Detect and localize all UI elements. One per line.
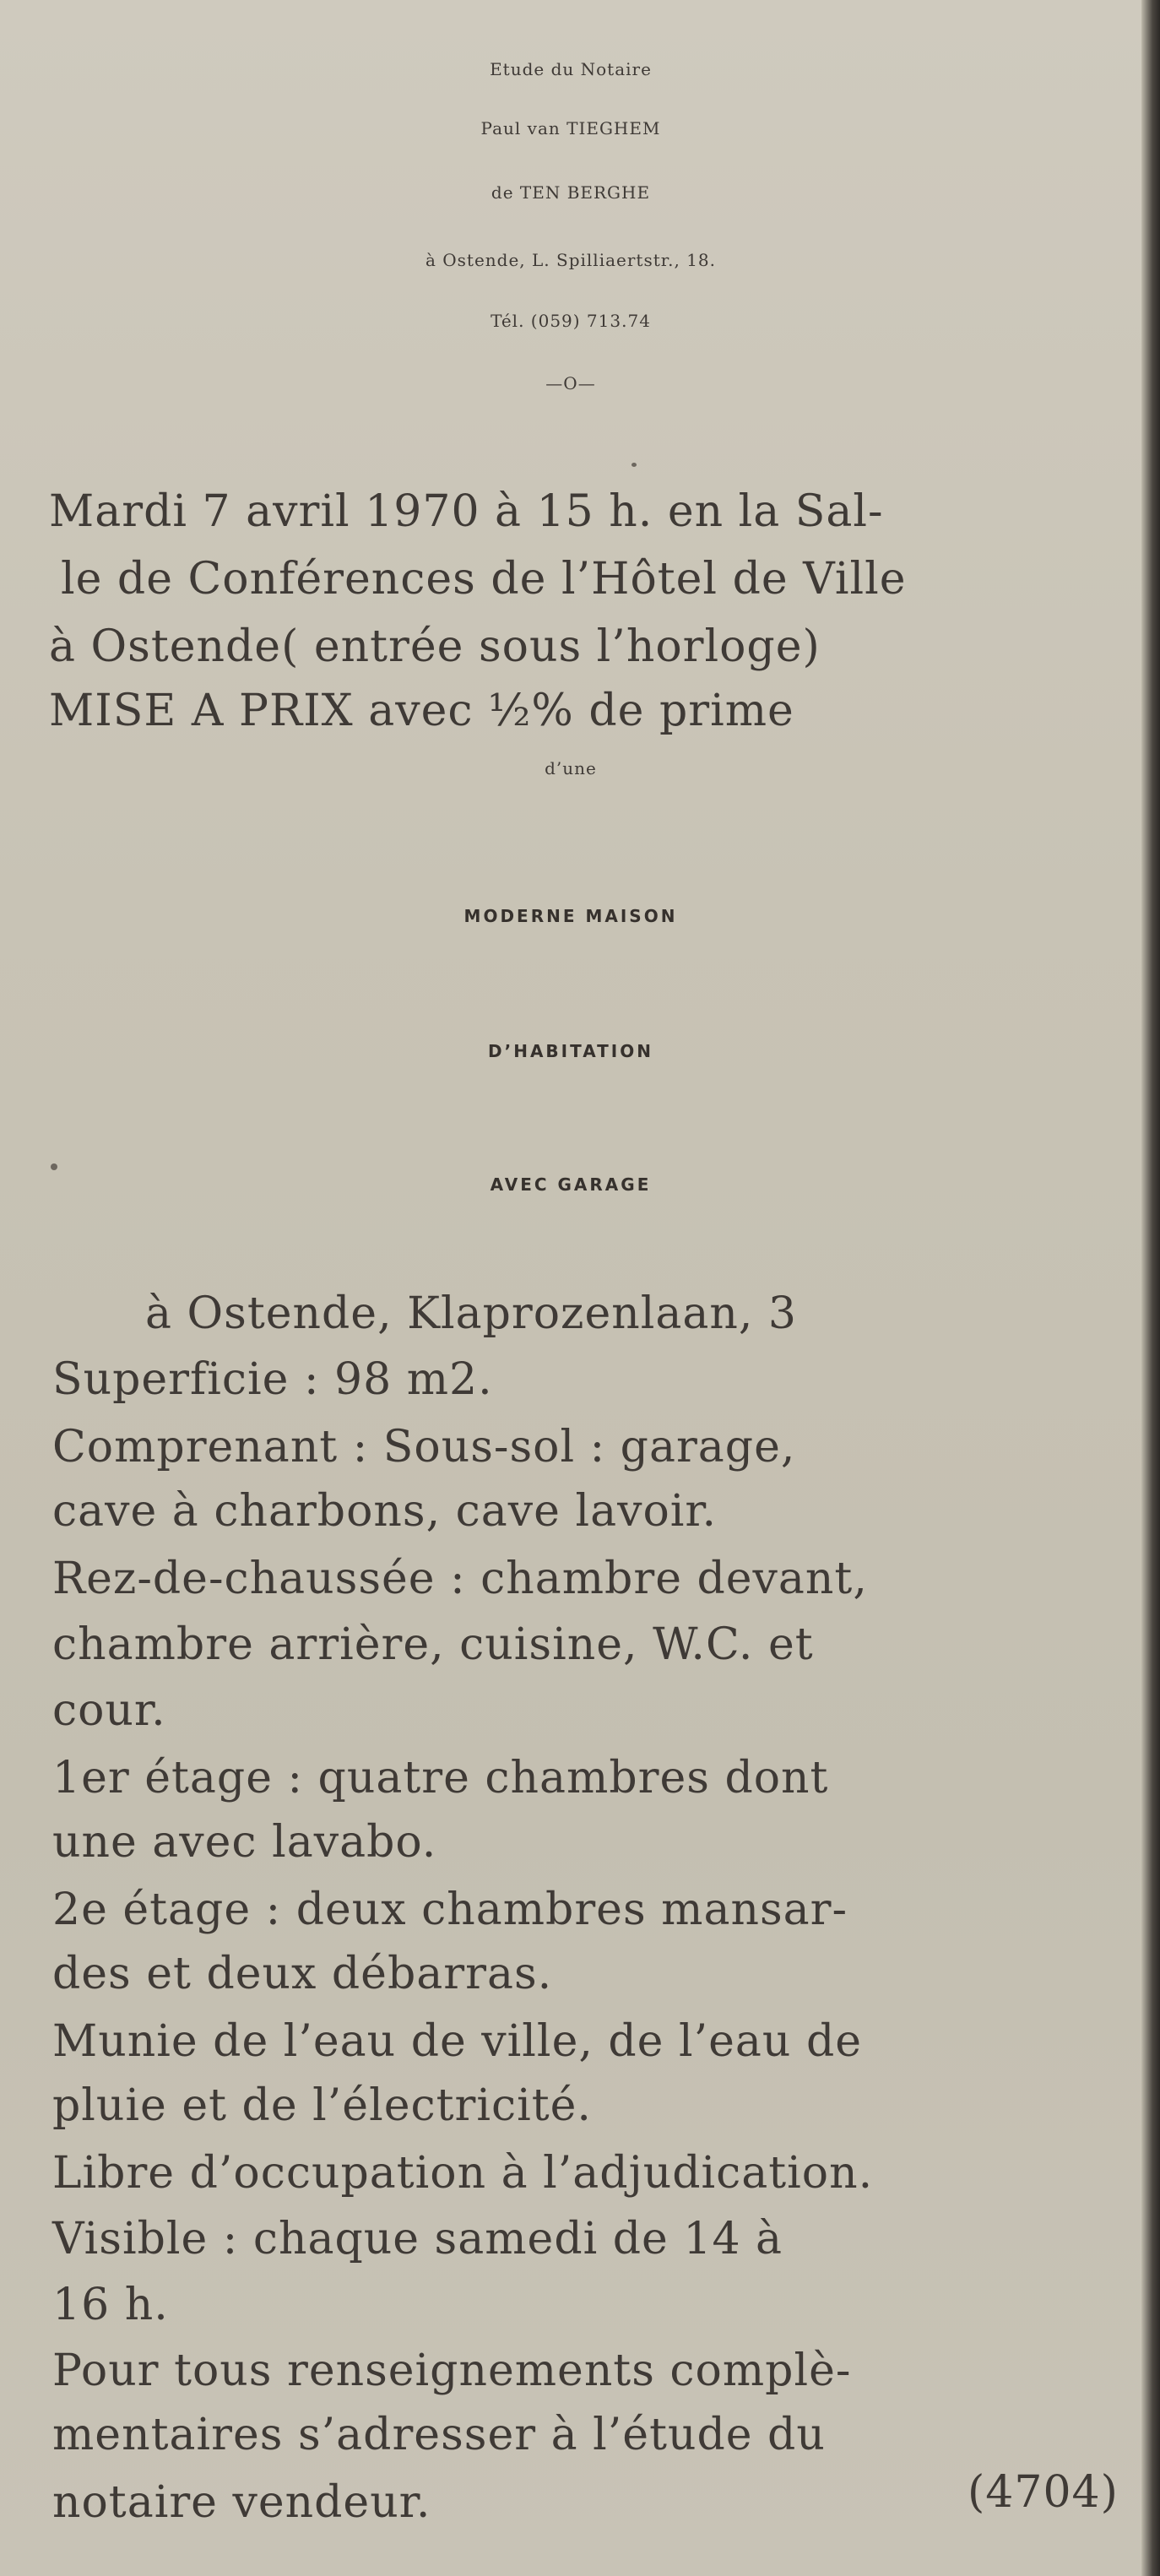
auction-venue-line: le de Conférences de l’Hôtel de Ville: [61, 554, 907, 605]
details-line: cour.: [52, 1685, 166, 1736]
details-line: chambre arrière, cuisine, W.C. et: [52, 1619, 814, 1670]
property-surface: Superficie : 98 m2.: [52, 1354, 493, 1405]
details-line: pluie et de l’électricité.: [52, 2080, 592, 2131]
details-line: des et deux débarras.: [52, 1949, 553, 1999]
intro-end-line: d’une: [545, 758, 597, 778]
auction-date-line: Mardi 7 avril 1970 à 15 h. en la Sal-: [49, 486, 884, 537]
details-line: notaire vendeur.: [52, 2477, 431, 2528]
details-line: Visible : chaque samedi de 14 à: [52, 2214, 783, 2264]
separator-mark: —O—: [545, 373, 596, 393]
details-line: Munie de l’eau de ville, de l’eau de: [52, 2016, 862, 2067]
headline-line-2: D’HABITATION: [488, 1041, 653, 1061]
notary-name-line: Paul van TIEGHEM: [480, 118, 661, 138]
details-line: Comprenant : Sous-sol : garage,: [52, 1422, 796, 1472]
details-line: mentaires s’adresser à l’étude du: [52, 2410, 826, 2460]
details-line: 1er étage : quatre chambres dont: [52, 1753, 829, 1803]
details-line: une avec lavabo.: [52, 1817, 437, 1868]
page-edge-shadow: [1141, 0, 1160, 2576]
headline-line-3: AVEC GARAGE: [490, 1174, 652, 1195]
notary-office-line: Etude du Notaire: [490, 59, 652, 79]
details-line: Rez-de-chaussée : chambre devant,: [52, 1554, 868, 1604]
headline-line-1: MODERNE MAISON: [463, 906, 678, 926]
ink-speck: [631, 463, 637, 467]
property-address: à Ostende, Klaprozenlaan, 3: [145, 1288, 797, 1339]
details-line: 2e étage : deux chambres mansar-: [52, 1885, 848, 1935]
reference-number: (4704): [968, 2467, 1119, 2518]
details-line: Pour tous renseignements complè-: [52, 2346, 852, 2396]
reserve-price-line: MISE A PRIX avec ½% de prime: [49, 686, 794, 736]
notary-address-line: à Ostende, L. Spilliaertstr., 18.: [425, 250, 717, 270]
notary-phone-line: Tél. (059) 713.74: [491, 311, 651, 331]
details-line: cave à charbons, cave lavoir.: [52, 1486, 718, 1537]
details-line: 16 h.: [52, 2280, 169, 2330]
auction-entrance-line: à Ostende( entrée sous l’horloge): [49, 621, 821, 672]
details-line: Libre d’occupation à l’adjudication.: [52, 2148, 874, 2199]
notary-name-line-2: de TEN BERGHE: [491, 182, 651, 203]
